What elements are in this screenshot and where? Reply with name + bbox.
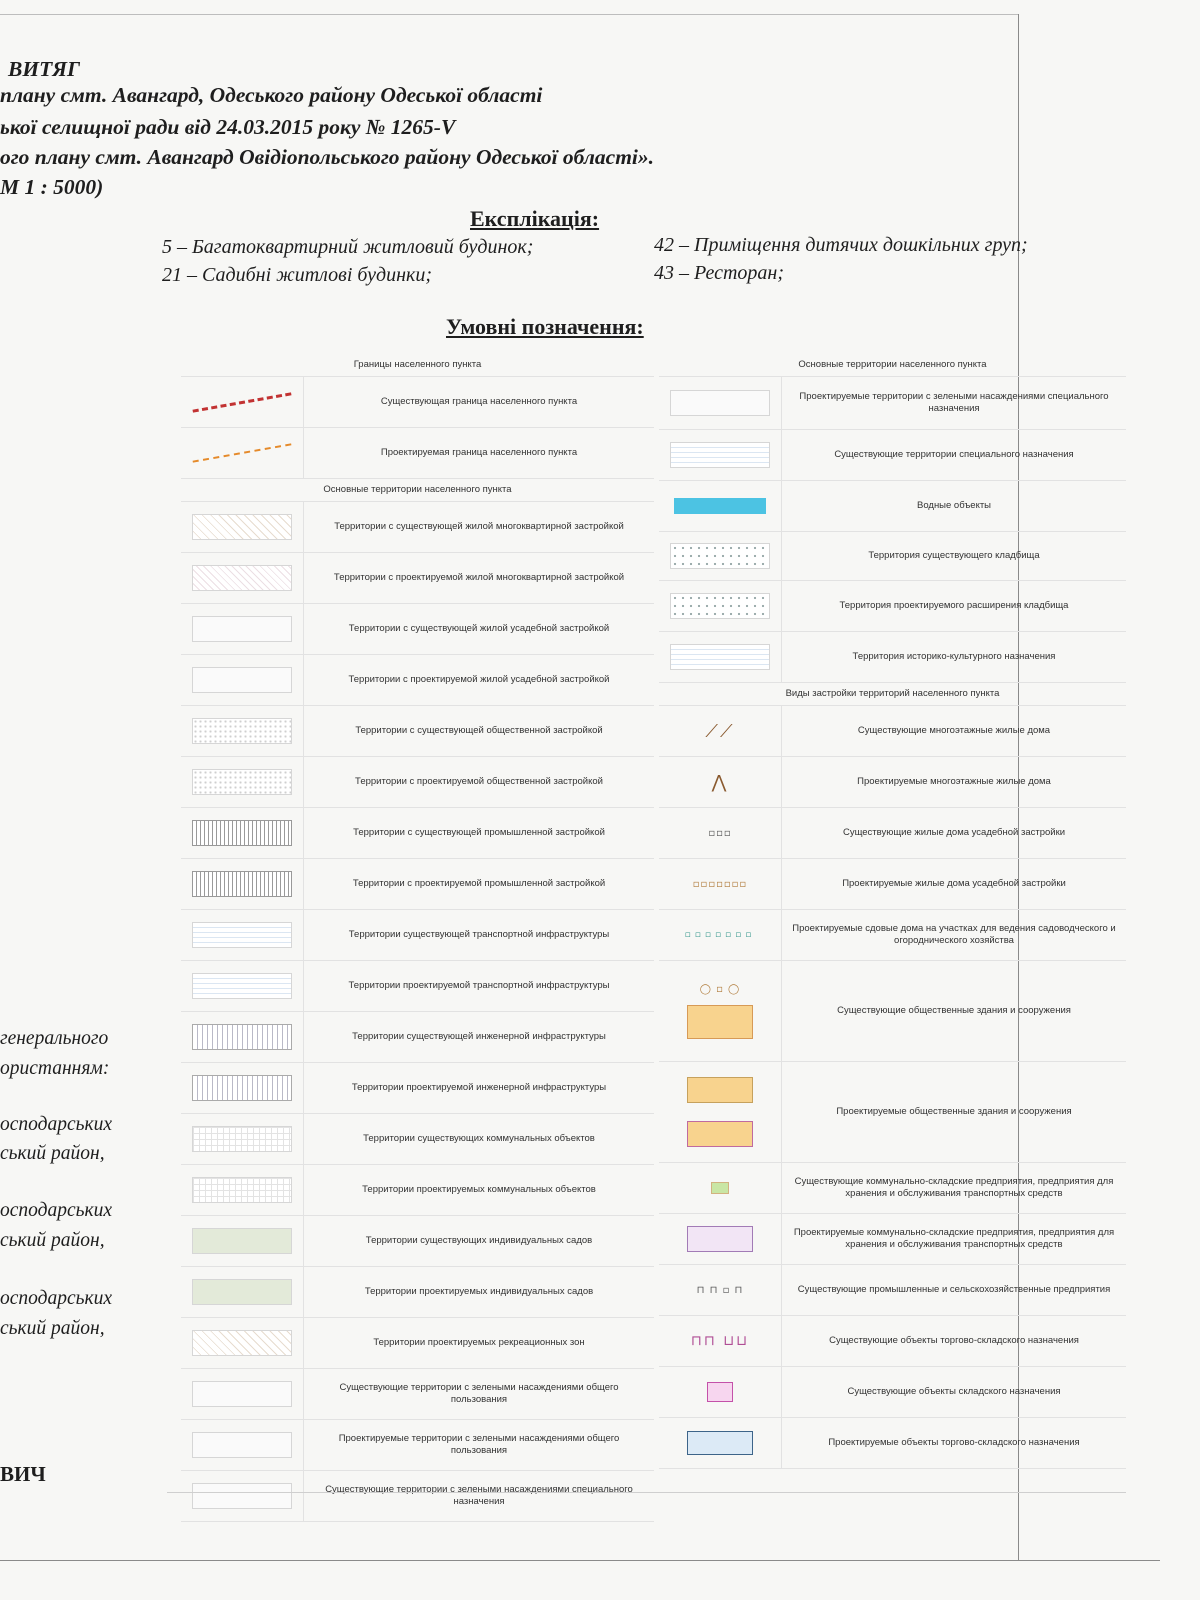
- legend-row: [181, 1216, 654, 1267]
- legend-row: [659, 961, 1126, 1062]
- legend-row: [659, 581, 1126, 632]
- legend-row: [659, 1163, 1126, 1214]
- legend-label: Территории с существующей общественной застройкой: [355, 725, 603, 736]
- explication-item: 43 – Ресторан;: [654, 262, 785, 284]
- legend-label: Территории с существующей промышленной застройкой: [353, 827, 605, 838]
- legend-label: Водные объекты: [916, 500, 992, 511]
- legend-label: Территории с проектируемой общественной застройкой: [355, 776, 603, 787]
- legend-swatch: [192, 718, 292, 744]
- legend-row: [659, 1214, 1126, 1265]
- legend-label: Существующие объекты торгово-складского назначения: [829, 1335, 1079, 1346]
- legend-label: Существующие территории с зелеными насаждениями специального назначения: [325, 1484, 633, 1507]
- explication-item: 42 – Приміщення дитячих дошкільних груп;: [654, 234, 1028, 256]
- legend-row: [659, 430, 1126, 481]
- legend-swatch: [192, 565, 292, 591]
- legend-label: Территория существующего кладбища: [868, 550, 1040, 561]
- legend-group-heading: Основные территории населенного пункта: [181, 479, 654, 502]
- legend-right-column: [659, 354, 1126, 1469]
- legend-row: [181, 604, 654, 655]
- signature-name: ВИЧ: [0, 1462, 46, 1486]
- legend-label: Существующие многоэтажные жилые дома: [857, 725, 1051, 736]
- legend-swatch: [192, 769, 292, 795]
- legend-row: [181, 1114, 654, 1165]
- legend-label: Территории проектируемых коммунальных объектов: [362, 1184, 596, 1195]
- trade-warehouse-symbol-icon: ⊓⊓ ⊔⊔: [690, 1333, 750, 1349]
- legend-label: Территории с существующей жилой многоквартирной застройкой: [334, 521, 624, 532]
- legend-row: [181, 1318, 654, 1369]
- legend-label: Проектируемые территории с зелеными насаждениями общего пользования: [338, 1433, 620, 1456]
- legend-label: Проектируемые территории с зелеными насаждениями специального назначения: [799, 391, 1109, 414]
- legend-swatch: [192, 440, 292, 466]
- side-text: осподарських: [0, 1288, 113, 1309]
- document-title: ВИТЯГ: [8, 57, 80, 81]
- legend-title: Умовні позначення:: [446, 314, 644, 339]
- legend-row: [181, 1267, 654, 1318]
- legend-label: Проектируемые жилые дома усадебной застройки: [842, 878, 1066, 889]
- legend-row: [659, 859, 1126, 910]
- legend-row: [659, 481, 1126, 532]
- industrial-symbol-icon: ⊓ ⊓ ▫ ⊓: [696, 1284, 744, 1296]
- legend-swatch: [192, 616, 292, 642]
- side-text: ористанням:: [0, 1058, 110, 1079]
- legend-label: Территории проектируемых рекреационных зон: [373, 1337, 585, 1348]
- legend-swatch: [192, 1126, 292, 1152]
- side-text: осподарських: [0, 1200, 113, 1221]
- legend-swatch: [687, 1077, 753, 1103]
- legend-swatch: [192, 1432, 292, 1458]
- legend-label: Существующие территории с зелеными насаждениями общего пользования: [339, 1382, 619, 1405]
- legend-label: Существующая граница населенного пункта: [380, 396, 578, 407]
- legend-swatch: [192, 1381, 292, 1407]
- existing-building-symbol-icon: ⟋⟋: [705, 720, 735, 742]
- legend-swatch: [707, 1382, 733, 1402]
- legend-row: [659, 706, 1126, 757]
- legend-swatch: [192, 1279, 292, 1305]
- garden-house-symbol-icon: ▫▫▫▫▫▫▫: [684, 930, 756, 940]
- legend-label: Проектируемая граница населенного пункта: [380, 447, 578, 458]
- legend-label: Территории существующих индивидуальных садов: [365, 1235, 593, 1246]
- legend-row: [181, 502, 654, 553]
- explication-item: 21 – Садибні житлові будинки;: [162, 264, 433, 286]
- legend-row: [181, 655, 654, 706]
- legend-swatch: [192, 871, 292, 897]
- header-line-1: плану смт. Авангард, Одеського району Одеської області: [0, 83, 543, 107]
- legend-swatch: [192, 1177, 292, 1203]
- legend-swatch: [687, 1005, 753, 1039]
- legend-label: Территории с проектируемой жилой многоквартирной застройкой: [333, 572, 625, 583]
- side-text: ський район,: [0, 1318, 105, 1339]
- header-line-3: ого плану смт. Авангард Овідіопольського району Одеської області».: [0, 145, 655, 169]
- legend-swatch: [192, 1024, 292, 1050]
- legend-swatch: [687, 1431, 753, 1455]
- legend-swatch: [192, 922, 292, 948]
- frame-top-line: [0, 14, 1018, 15]
- legend-swatch: [192, 514, 292, 540]
- legend-label: Проектируемые объекты торгово-складского назначения: [828, 1437, 1080, 1448]
- legend-group-heading: Основные территории населенного пункта: [659, 354, 1126, 377]
- side-text: осподарських: [0, 1114, 113, 1135]
- side-text: генерального: [0, 1028, 109, 1049]
- legend-row: [181, 428, 654, 479]
- side-text: ський район,: [0, 1230, 105, 1251]
- legend-label: Территории существующей инженерной инфраструктуры: [352, 1031, 606, 1042]
- legend-row: [659, 1062, 1126, 1163]
- legend-swatch: [192, 973, 292, 999]
- legend-label: Территории существующей транспортной инфраструктуры: [348, 929, 610, 940]
- legend-row: [659, 808, 1126, 859]
- side-text: ський район,: [0, 1143, 105, 1164]
- legend-swatch: [192, 1330, 292, 1356]
- legend-row: [659, 757, 1126, 808]
- legend-swatch: [687, 1226, 753, 1252]
- legend-row: [659, 1418, 1126, 1469]
- legend-swatch: [192, 389, 292, 415]
- legend-label: Территории с проектируемой жилой усадебной застройкой: [348, 674, 610, 685]
- legend-row: [181, 961, 654, 1012]
- legend-row: [659, 910, 1126, 961]
- legend-table: [181, 354, 1126, 1507]
- legend-label: Существующие территории специального назначения: [834, 449, 1074, 460]
- legend-row: [659, 632, 1126, 683]
- legend-label: Существующие общественные здания и сооружения: [837, 1005, 1071, 1016]
- legend-label: Проектируемые многоэтажные жилые дома: [857, 776, 1051, 787]
- legend-swatch: [670, 390, 770, 416]
- legend-row: [181, 859, 654, 910]
- legend-label: Территории с существующей жилой усадебной застройкой: [348, 623, 610, 634]
- legend-label: Существующие жилые дома усадебной застройки: [842, 827, 1066, 838]
- header-line-4: М 1 : 5000): [0, 175, 104, 199]
- legend-swatch: [670, 543, 770, 569]
- legend-label: Территория историко-культурного назначения: [852, 651, 1056, 662]
- legend-row: [659, 1367, 1126, 1418]
- legend-row: [181, 1420, 654, 1471]
- legend-row: [659, 377, 1126, 430]
- projected-building-symbol-icon: ⋀: [711, 771, 729, 793]
- legend-swatch: [687, 1121, 753, 1147]
- house-symbol-icon: ▫▫▫: [708, 827, 732, 839]
- public-building-symbol-icon: ◯ ▫ ◯: [699, 983, 741, 995]
- legend-label: Территории проектируемой инженерной инфраструктуры: [351, 1082, 607, 1093]
- legend-row: [181, 1063, 654, 1114]
- legend-swatch: [192, 667, 292, 693]
- legend-label: Территория проектируемого расширения кладбища: [839, 600, 1069, 611]
- legend-label: Территории проектируемых индивидуальных садов: [364, 1286, 594, 1297]
- legend-row: [181, 808, 654, 859]
- frame-bottom-line: [0, 1560, 1160, 1561]
- legend-label: Территории с проектируемой промышленной застройкой: [352, 878, 606, 889]
- legend-label: Территории проектируемой транспортной инфраструктуры: [348, 980, 610, 991]
- legend-label: Существующие промышленные и сельскохозяйственные предприятия: [797, 1284, 1111, 1295]
- legend-row: [181, 706, 654, 757]
- legend-row: [659, 1265, 1126, 1316]
- legend-label: Территории существующих коммунальных объектов: [363, 1133, 595, 1144]
- legend-swatch: [192, 1483, 292, 1509]
- legend-swatch: [674, 498, 766, 514]
- legend-label: Существующие объекты складского назначения: [847, 1386, 1061, 1397]
- legend-row: [181, 1369, 654, 1420]
- legend-row: [181, 377, 654, 428]
- legend-label: Существующие коммунально-складские предприятия, предприятия для хранения и обслуживания транспортных средств: [794, 1176, 1114, 1199]
- legend-swatch: [670, 593, 770, 619]
- explication-title: Експлікація:: [470, 206, 600, 231]
- legend-bottom-line: [167, 1492, 1126, 1493]
- explication-item: 5 – Багатоквартирний житловий будинок;: [162, 236, 534, 258]
- legend-row: [181, 757, 654, 808]
- legend-label: Проектируемые коммунально-складские предприятия, предприятия для хранения и обслуживания транспортных средств: [793, 1227, 1115, 1250]
- header-line-2: ької селищної ради від 24.03.2015 року № 1265-V: [0, 115, 456, 139]
- legend-swatch: [711, 1182, 729, 1194]
- legend-row: [181, 910, 654, 961]
- legend-row: [181, 1165, 654, 1216]
- legend-row: [181, 1012, 654, 1063]
- legend-group-heading: Границы населенного пункта: [181, 354, 654, 377]
- house-row-symbol-icon: ▫▫▫▫▫▫▫: [692, 878, 748, 890]
- legend-group-heading: Виды застройки территорий населенного пункта: [659, 683, 1126, 706]
- legend-left-column: [181, 354, 654, 1522]
- legend-swatch: [670, 644, 770, 670]
- legend-label: Проектируемые сдовые дома на участках для ведения садоводческого и огороднического хозяйства: [792, 923, 1116, 946]
- legend-row: [659, 532, 1126, 581]
- legend-swatch: [192, 820, 292, 846]
- legend-row: [181, 553, 654, 604]
- legend-row: [659, 1316, 1126, 1367]
- legend-swatch: [192, 1228, 292, 1254]
- legend-swatch: [192, 1075, 292, 1101]
- legend-swatch: [670, 442, 770, 468]
- legend-row: [181, 1471, 654, 1522]
- legend-label: Проектируемые общественные здания и сооружения: [836, 1106, 1072, 1117]
